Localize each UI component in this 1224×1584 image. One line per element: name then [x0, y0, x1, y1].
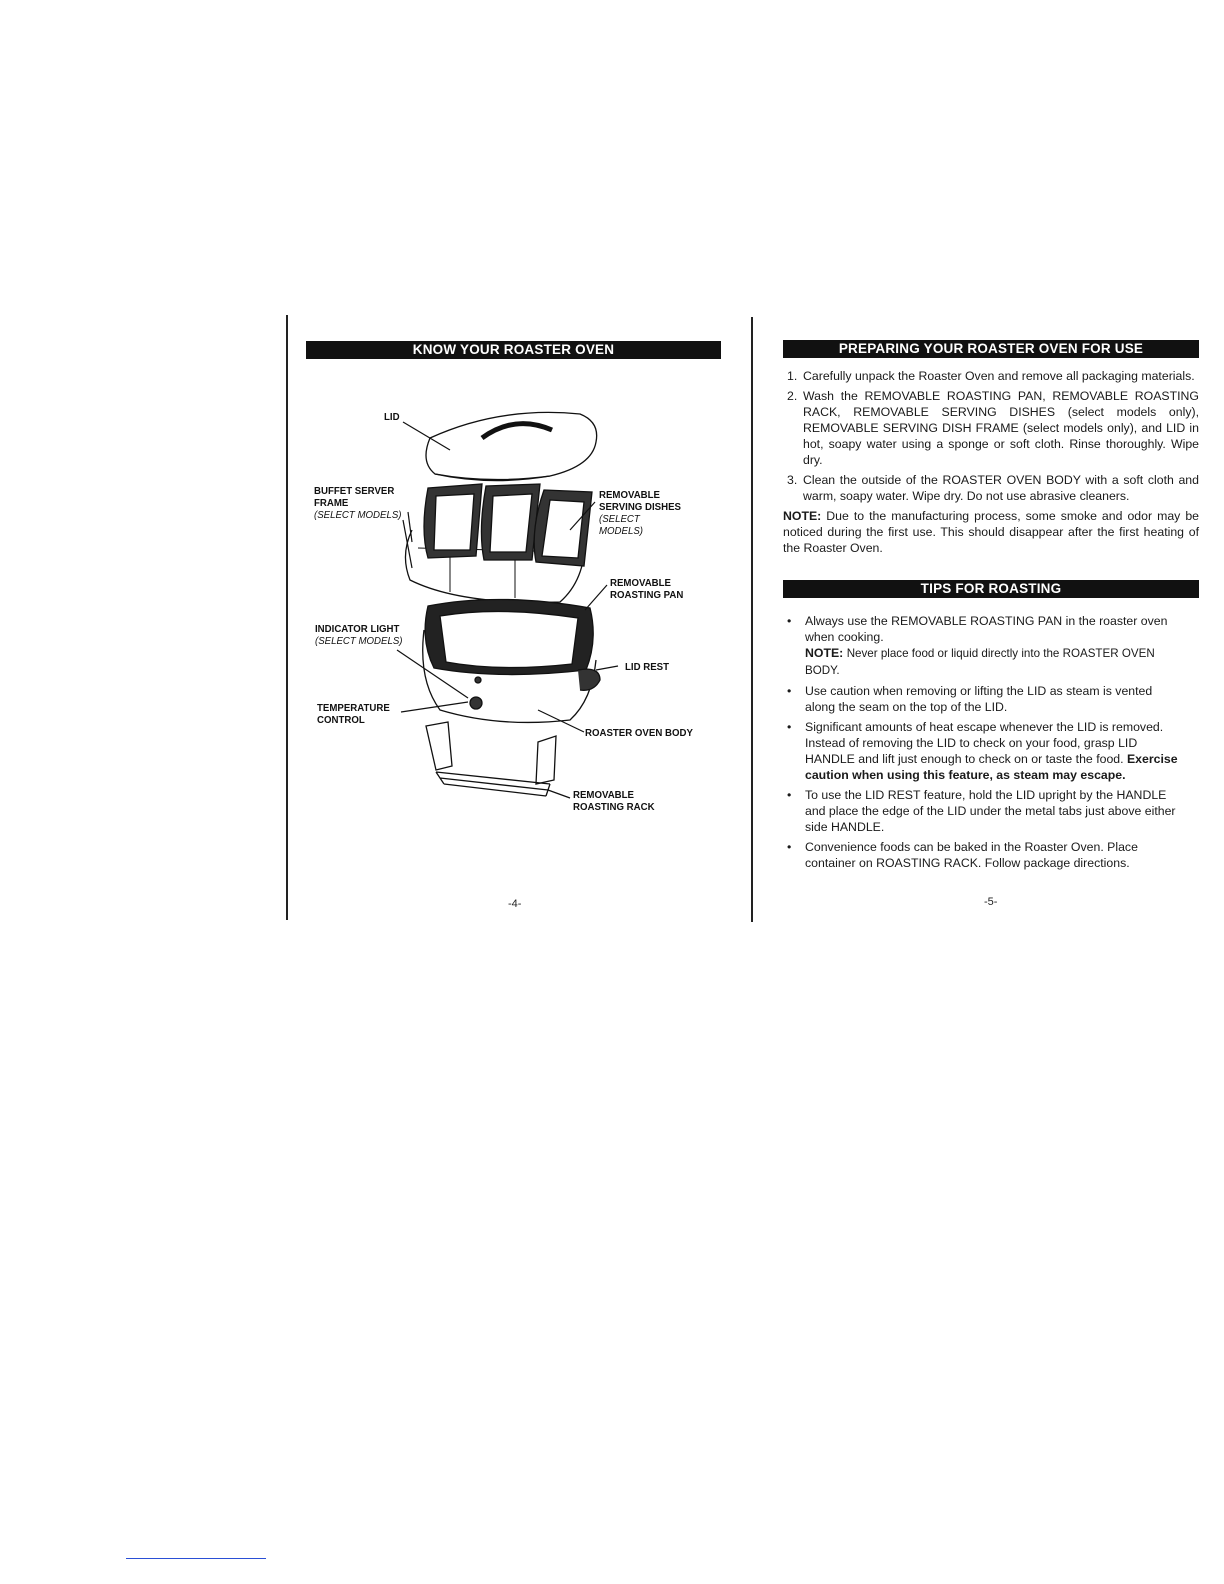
bullet-icon: • — [787, 720, 792, 734]
label-removable-roasting-rack: REMOVABLE ROASTING RACK — [573, 789, 655, 813]
preparing-steps-list — [783, 368, 1199, 556]
step-1 — [783, 368, 1199, 384]
left-page-edge-rule — [286, 315, 288, 920]
tip-1 — [783, 613, 1183, 679]
bullet-icon: • — [787, 840, 792, 854]
lid-drawing — [426, 412, 597, 480]
tip-3 — [783, 719, 1183, 783]
roasting-rack-drawing — [426, 722, 556, 796]
tips-list — [783, 613, 1183, 875]
label-lid-rest: LID REST — [625, 661, 670, 673]
step-text: Wash the REMOVABLE ROASTING PAN, REMOVABLE ROASTING RACK, REMOVABLE SERVING DISHES (select models only), REMOVABLE SERVING DISH FRAME (select models only), and LID in hot, soapy water using a sponge or soft cloth. Rinse thoroughly. Wipe dry. — [803, 389, 1199, 467]
preparing-note — [783, 508, 1199, 556]
label-lid: LID — [384, 411, 400, 423]
tip-note-text: Never place food or liquid directly into the ROASTER OVEN BODY. — [805, 647, 1155, 677]
indicator-light-text: INDICATOR LIGHT — [315, 623, 400, 635]
indicator-light-select-models: (SELECT MODELS) — [315, 635, 403, 647]
note-text: Due to the manufacturing process, some smoke and odor may be noticed during the first use. This should disappear after the first heating of the Roaster Oven. — [783, 509, 1200, 555]
tip-note-label: NOTE: — [805, 646, 844, 660]
footer-link-underline — [126, 1558, 266, 1559]
label-indicator-light — [315, 623, 403, 647]
right-page-edge-rule — [751, 317, 753, 922]
tip-text: Always use the REMOVABLE ROASTING PAN in the roaster oven when cooking. — [805, 614, 1168, 644]
label-buffet-server-frame — [314, 485, 402, 521]
banner-text: PREPARING YOUR ROASTER OVEN FOR USE — [838, 341, 1144, 356]
page-number-left: -4- — [508, 898, 522, 910]
label-temperature-control: TEMPERATURE CONTROL — [317, 702, 390, 726]
preparing-roaster-oven-banner — [783, 340, 1199, 358]
tip-warning-text: Exercise caution when using this feature, as steam may escape. — [805, 752, 1178, 782]
banner-text: KNOW YOUR ROASTER OVEN — [412, 342, 615, 357]
serving-dishes-text: REMOVABLE SERVING DISHES — [599, 489, 681, 513]
tip-text: To use the LID REST feature, hold the LID upright by the HANDLE and place the edge of the LID under the metal tabs just above either side HANDLE. — [805, 788, 1176, 834]
tip-4 — [783, 787, 1183, 835]
serving-dishes-select-models: (SELECT MODELS) — [599, 513, 644, 537]
serving-dishes-drawing — [424, 484, 592, 566]
step-text: Carefully unpack the Roaster Oven and remove all packaging materials. — [803, 369, 1195, 383]
step-number: 1. — [787, 369, 798, 383]
know-your-roaster-oven-banner — [306, 341, 721, 359]
roasting-pan-drawing — [425, 599, 593, 674]
banner-text: TIPS FOR ROASTING — [920, 581, 1062, 596]
bullet-icon: • — [787, 788, 792, 802]
step-number: 2. — [787, 389, 798, 403]
step-number: 3. — [787, 473, 798, 487]
note-label: NOTE: — [783, 509, 822, 523]
bullet-icon: • — [787, 614, 792, 628]
label-removable-roasting-pan: REMOVABLE ROASTING PAN — [610, 577, 684, 601]
buffet-frame-text: BUFFET SERVER FRAME — [314, 485, 395, 509]
step-2 — [783, 388, 1199, 468]
tip-text: Significant amounts of heat escape whenever the LID is removed. Instead of removing the LID to check on your food, grasp LID HANDLE and lift just enough to check on or taste the food. — [805, 720, 1164, 766]
tip-2 — [783, 683, 1183, 715]
label-roaster-oven-body: ROASTER OVEN BODY — [585, 727, 693, 739]
step-text: Clean the outside of the ROASTER OVEN BODY with a soft cloth and warm, soapy water. Wipe dry. Do not use abrasive cleaners. — [803, 473, 1199, 503]
tip-text: Use caution when removing or lifting the LID as steam is vented along the seam on the top of the LID. — [805, 684, 1153, 714]
bullet-icon: • — [787, 684, 792, 698]
step-3 — [783, 472, 1199, 504]
page-number-right: -5- — [984, 896, 998, 908]
buffet-frame-select-models: (SELECT MODELS) — [314, 509, 402, 521]
tips-for-roasting-banner — [783, 580, 1199, 598]
tip-5 — [783, 839, 1183, 871]
label-removable-serving-dishes — [599, 489, 682, 537]
tip-text: Convenience foods can be baked in the Roaster Oven. Place container on ROASTING RACK. Follow package directions. — [805, 840, 1138, 870]
